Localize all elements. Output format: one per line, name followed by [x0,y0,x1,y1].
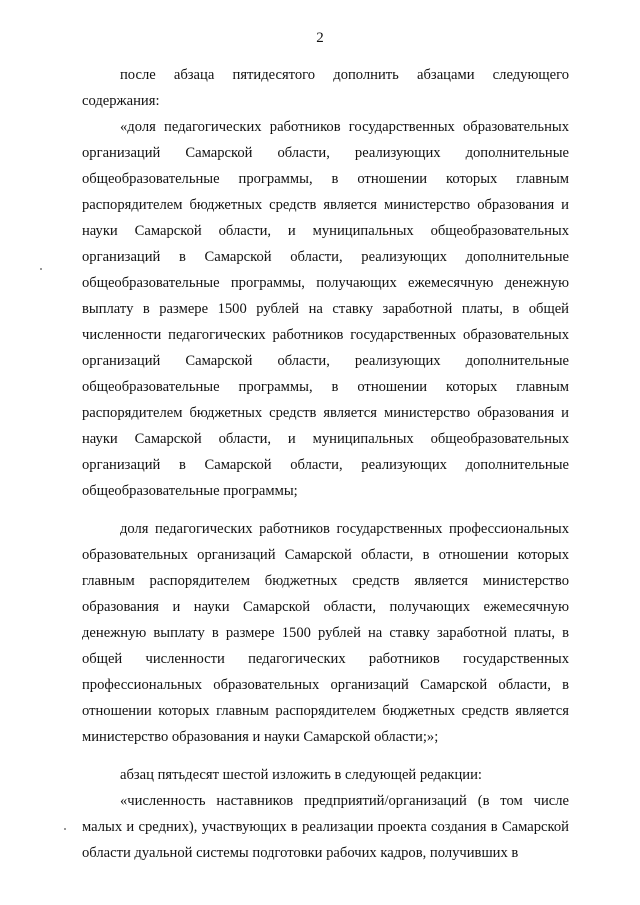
paragraph-additional-education-share [82,114,569,504]
paragraph-56-intro [82,762,569,788]
page-number: 2 [316,30,324,46]
paragraph-amendment-intro [82,62,569,114]
paragraph-text: после абзаца пятидесятого дополнить абзацами следующего содержания: [82,67,569,109]
paragraph-text: «численность наставников предприятий/организаций (в том числе малых и средних), участвующих в реализации проекта создания в Самарской области дуальной системы подготовки рабочих кадров, получивших в [82,793,569,861]
paragraph-text: абзац пятьдесят шестой изложить в следующей редакции: [120,767,482,783]
paragraph-professional-education-share [82,516,569,750]
paragraph-text: доля педагогических работников государственных профессиональных образовательных организаций Самарской области, в отношении которых главным распорядителем бюджетных средств является министерство образования и науки Самарской области, получающих ежемесячную денежную выплату в размере 1500 рублей на ставку заработной платы, в общей численности педагогических работников государственных профессиональных образовательных организаций Самарской области, в отношении которых главным распорядителем бюджетных средств является министерство образования и науки Самарской области;»; [82,521,569,745]
paragraph-mentors-count [82,788,569,866]
scan-speck [40,268,42,270]
paragraph-text: «доля педагогических работников государственных образовательных организаций Самарской области, реализующих дополнительные общеобразовательные программы, в отношении которых главным распорядителем бюджетных средств является министерство образования и науки Самарской области, и муниципальных общеобразовательных организаций в Самарской области, реализующих дополнительные общеобразовательные программы, получающих ежемесячную денежную выплату в размере 1500 рублей на ставку заработной платы, в общей численности педагогических работников государственных образовательных организаций Самарской области, реализующих дополнительные общеобразовательные программы, в отношении которых главным распорядителем бюджетных средств является министерство образования и науки Самарской области, и муниципальных общеобразовательных организаций в Самарской области, реализующих дополнительные общеобразовательные программы; [82,119,569,499]
scan-speck [64,828,66,830]
